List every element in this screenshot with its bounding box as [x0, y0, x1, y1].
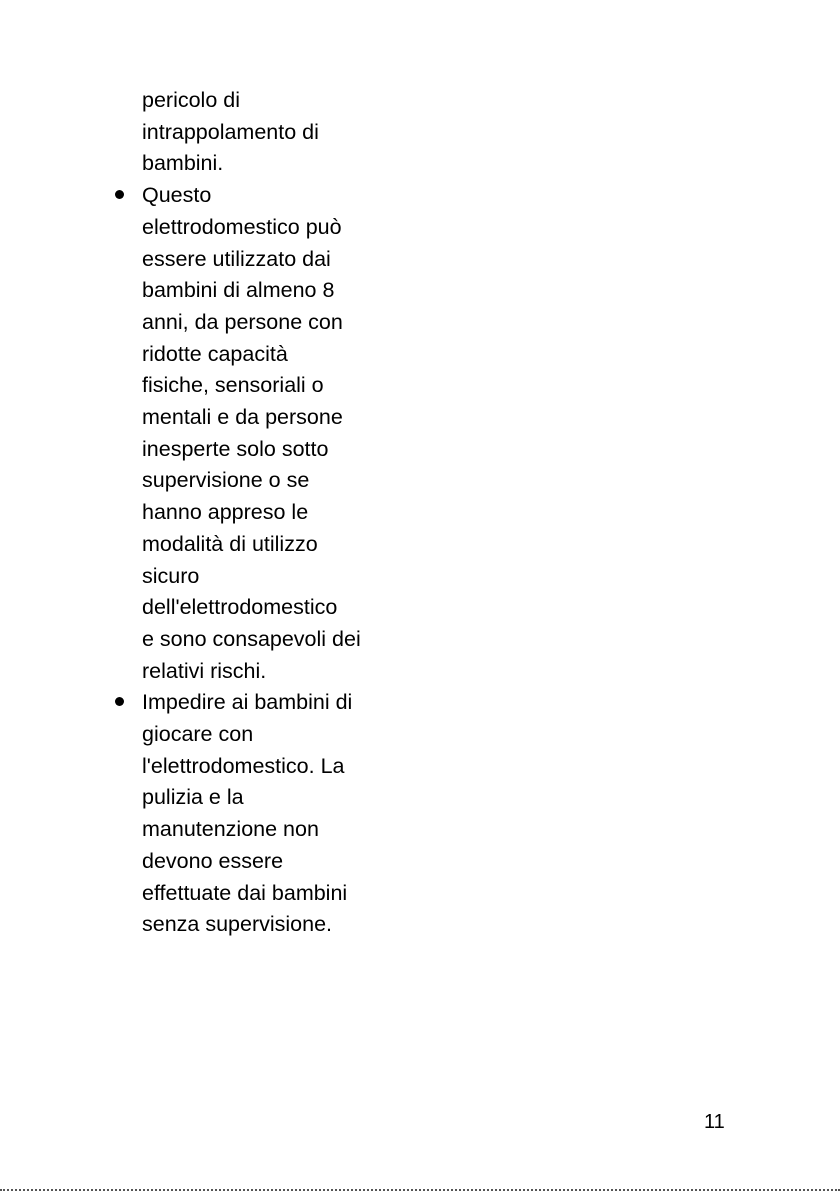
text-line: bambini di almeno 8	[142, 278, 335, 303]
text-line: supervisione o se	[142, 468, 310, 493]
page-body-text	[142, 85, 392, 941]
text-line: devono essere	[142, 848, 284, 873]
text-line: effettuate dai bambini	[142, 880, 348, 905]
bullet-item-supervision	[142, 180, 392, 687]
text-line: Questo	[142, 183, 212, 208]
bullet-dot-icon	[115, 190, 124, 199]
text-line: pericolo di	[142, 88, 240, 112]
text-line: dell'elettrodomestico	[142, 595, 338, 620]
text-line: pulizia e la	[142, 785, 244, 810]
text-line: hanno appreso le	[142, 500, 309, 525]
text-line: Impedire ai bambini di	[142, 690, 353, 715]
text-line: bambini.	[142, 151, 224, 176]
text-line: e sono consapevoli dei	[142, 626, 361, 651]
text-line: essere utilizzato dai	[142, 246, 331, 271]
text-line: inesperte solo sotto	[142, 436, 329, 461]
text-line: elettrodomestico può	[142, 214, 342, 239]
text-line: senza supervisione.	[142, 912, 333, 937]
bullet-item-children-play	[142, 687, 392, 941]
text-line: ridotte capacità	[142, 341, 288, 366]
text-line: relativi rischi.	[142, 658, 267, 683]
text-line: manutenzione non	[142, 817, 319, 842]
text-line: giocare con	[142, 722, 254, 747]
continuation-paragraph	[142, 85, 392, 180]
text-line: fisiche, sensoriali o	[142, 373, 324, 398]
text-line: l'elettrodomestico. La	[142, 753, 345, 778]
bottom-divider	[0, 1189, 840, 1191]
page-number: 11	[704, 1111, 725, 1133]
text-line: intrappolamento di	[142, 119, 319, 144]
bullet-dot-icon	[115, 697, 124, 706]
text-line: anni, da persone con	[142, 309, 343, 334]
text-line: modalità di utilizzo	[142, 531, 318, 556]
text-line: mentali e da persone	[142, 405, 343, 430]
text-line: sicuro	[142, 563, 200, 588]
